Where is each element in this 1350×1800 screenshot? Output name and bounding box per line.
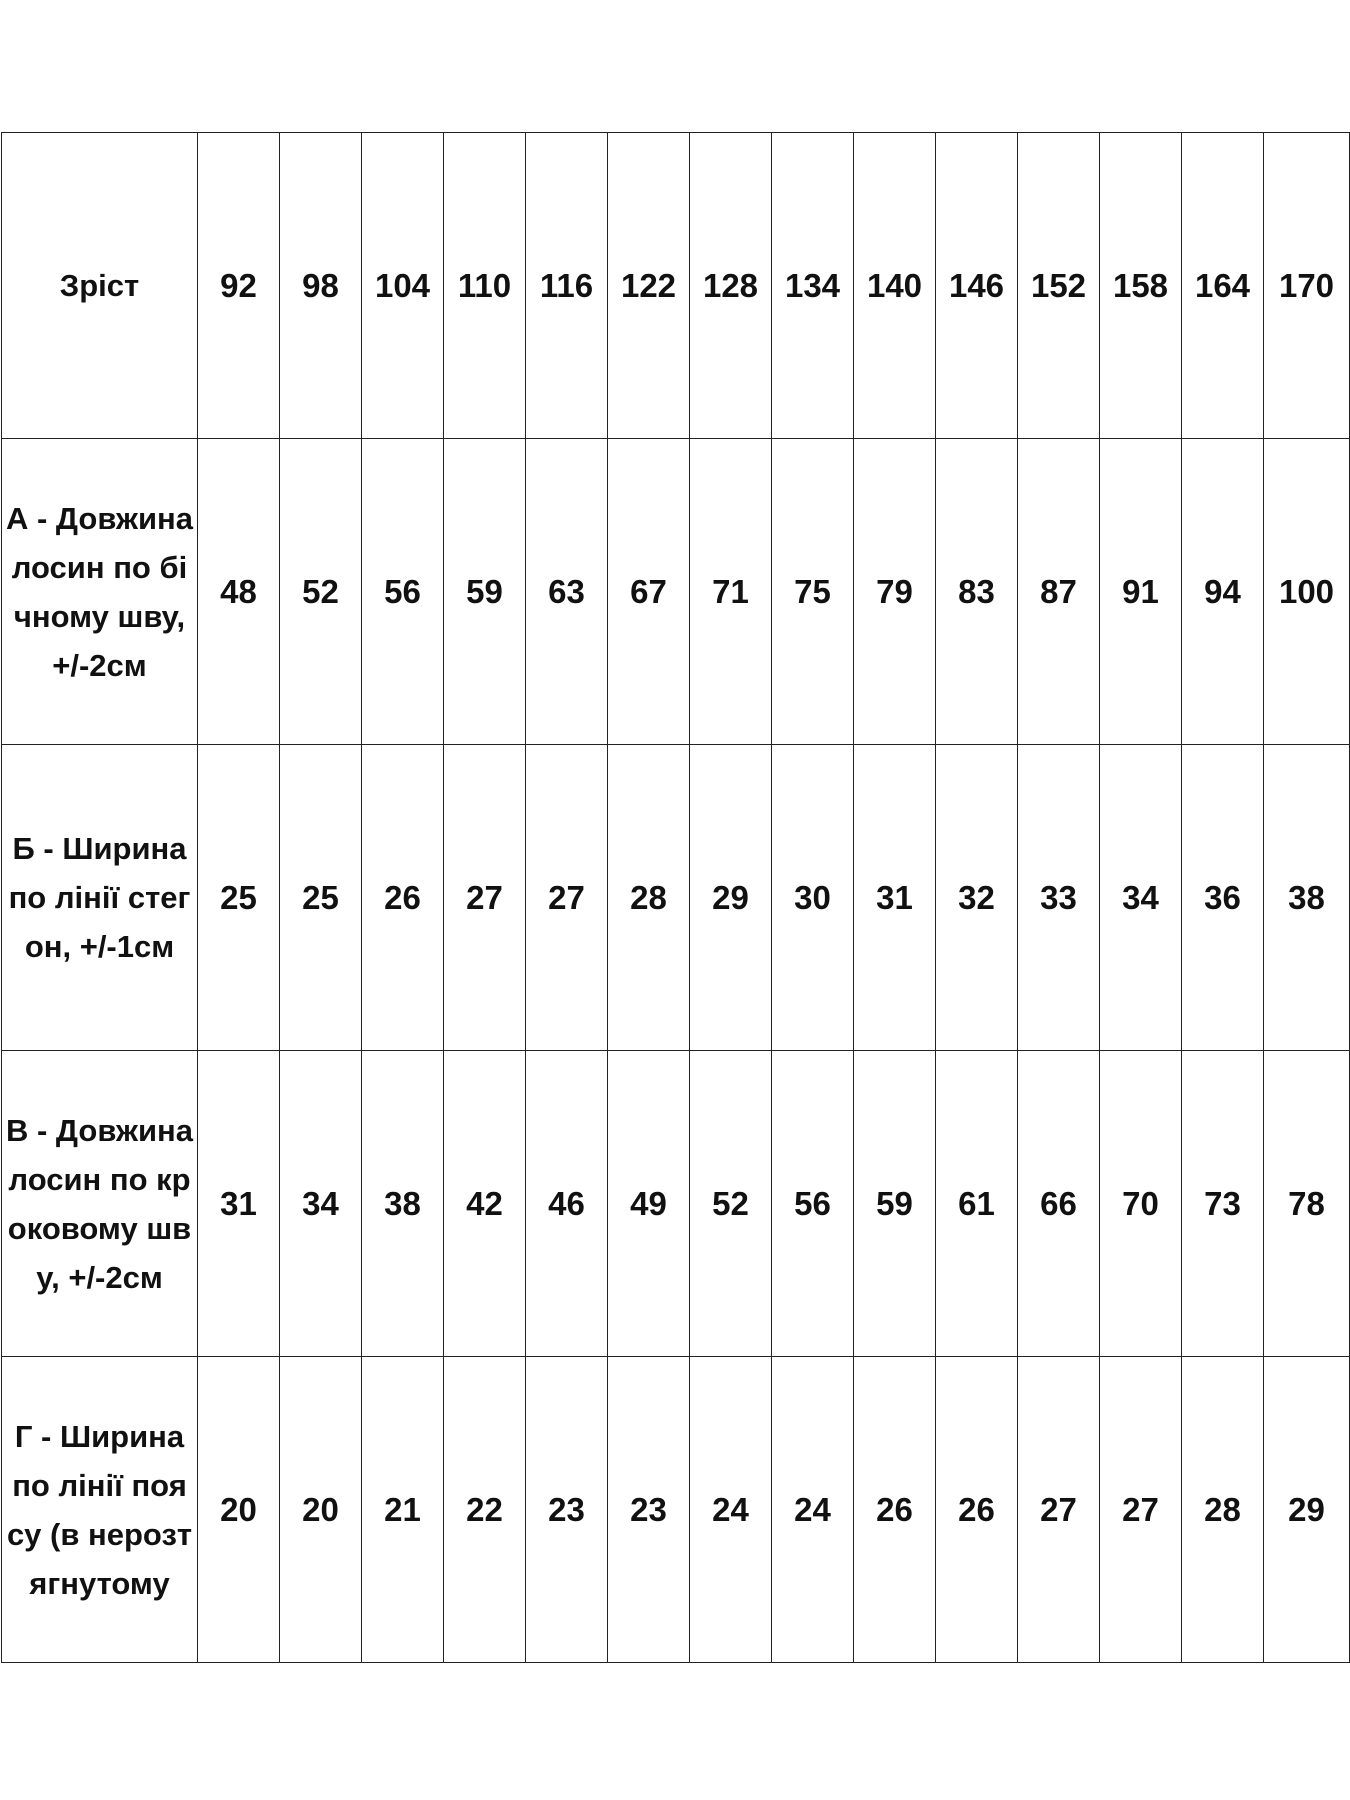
measurement-value-cell: 61 bbox=[936, 1051, 1018, 1357]
measurement-value-cell: 52 bbox=[280, 439, 362, 745]
height-value-cell: 146 bbox=[936, 133, 1018, 439]
size-chart-table bbox=[1, 132, 1350, 1663]
header-row bbox=[2, 133, 1350, 439]
measurement-value-cell: 52 bbox=[690, 1051, 772, 1357]
measurement-label: Б - Ширина по лінії стегон, +/-1см bbox=[2, 745, 198, 1051]
measurement-value-cell: 26 bbox=[854, 1357, 936, 1663]
measurement-value-cell: 33 bbox=[1018, 745, 1100, 1051]
measurement-value-cell: 24 bbox=[772, 1357, 854, 1663]
table-row bbox=[2, 1357, 1350, 1663]
measurement-value-cell: 20 bbox=[198, 1357, 280, 1663]
height-value-cell: 170 bbox=[1264, 133, 1350, 439]
table-body bbox=[2, 133, 1350, 1663]
measurement-value-cell: 20 bbox=[280, 1357, 362, 1663]
measurement-value-cell: 87 bbox=[1018, 439, 1100, 745]
height-value-cell: 128 bbox=[690, 133, 772, 439]
height-value-cell: 134 bbox=[772, 133, 854, 439]
measurement-value-cell: 56 bbox=[772, 1051, 854, 1357]
measurement-value-cell: 67 bbox=[608, 439, 690, 745]
height-value-cell: 122 bbox=[608, 133, 690, 439]
height-value-cell: 116 bbox=[526, 133, 608, 439]
measurement-value-cell: 30 bbox=[772, 745, 854, 1051]
measurement-value-cell: 27 bbox=[1100, 1357, 1182, 1663]
measurement-value-cell: 25 bbox=[198, 745, 280, 1051]
measurement-value-cell: 56 bbox=[362, 439, 444, 745]
measurement-value-cell: 23 bbox=[526, 1357, 608, 1663]
measurement-value-cell: 94 bbox=[1182, 439, 1264, 745]
measurement-value-cell: 48 bbox=[198, 439, 280, 745]
measurement-value-cell: 46 bbox=[526, 1051, 608, 1357]
measurement-value-cell: 75 bbox=[772, 439, 854, 745]
measurement-value-cell: 32 bbox=[936, 745, 1018, 1051]
measurement-value-cell: 31 bbox=[854, 745, 936, 1051]
measurement-value-cell: 29 bbox=[1264, 1357, 1350, 1663]
measurement-value-cell: 27 bbox=[526, 745, 608, 1051]
table-row bbox=[2, 439, 1350, 745]
measurement-value-cell: 27 bbox=[444, 745, 526, 1051]
table-row bbox=[2, 1051, 1350, 1357]
measurement-label: А - Довжина лосин по бічному шву, +/-2см bbox=[2, 439, 198, 745]
measurement-value-cell: 26 bbox=[362, 745, 444, 1051]
measurement-value-cell: 73 bbox=[1182, 1051, 1264, 1357]
measurement-value-cell: 28 bbox=[608, 745, 690, 1051]
measurement-value-cell: 22 bbox=[444, 1357, 526, 1663]
measurement-value-cell: 27 bbox=[1018, 1357, 1100, 1663]
measurement-value-cell: 71 bbox=[690, 439, 772, 745]
height-value-cell: 140 bbox=[854, 133, 936, 439]
measurement-value-cell: 83 bbox=[936, 439, 1018, 745]
measurement-value-cell: 38 bbox=[1264, 745, 1350, 1051]
measurement-value-cell: 38 bbox=[362, 1051, 444, 1357]
measurement-value-cell: 79 bbox=[854, 439, 936, 745]
measurement-value-cell: 42 bbox=[444, 1051, 526, 1357]
height-value-cell: 92 bbox=[198, 133, 280, 439]
measurement-value-cell: 29 bbox=[690, 745, 772, 1051]
measurement-value-cell: 23 bbox=[608, 1357, 690, 1663]
measurement-value-cell: 70 bbox=[1100, 1051, 1182, 1357]
height-value-cell: 164 bbox=[1182, 133, 1264, 439]
measurement-value-cell: 34 bbox=[1100, 745, 1182, 1051]
measurement-value-cell: 91 bbox=[1100, 439, 1182, 745]
height-value-cell: 104 bbox=[362, 133, 444, 439]
measurement-value-cell: 59 bbox=[854, 1051, 936, 1357]
measurement-value-cell: 66 bbox=[1018, 1051, 1100, 1357]
measurement-value-cell: 100 bbox=[1264, 439, 1350, 745]
measurement-label: Г - Ширина по лінії поясу (в нерозтягнутому bbox=[2, 1357, 198, 1663]
measurement-value-cell: 25 bbox=[280, 745, 362, 1051]
measurement-value-cell: 63 bbox=[526, 439, 608, 745]
measurement-value-cell: 21 bbox=[362, 1357, 444, 1663]
table-row bbox=[2, 745, 1350, 1051]
height-value-cell: 158 bbox=[1100, 133, 1182, 439]
height-value-cell: 98 bbox=[280, 133, 362, 439]
measurement-value-cell: 24 bbox=[690, 1357, 772, 1663]
measurement-value-cell: 78 bbox=[1264, 1051, 1350, 1357]
measurement-label: В - Довжина лосин по кроковому шву, +/-2см bbox=[2, 1051, 198, 1357]
measurement-value-cell: 28 bbox=[1182, 1357, 1264, 1663]
height-value-cell: 110 bbox=[444, 133, 526, 439]
measurement-value-cell: 34 bbox=[280, 1051, 362, 1357]
height-header-label: Зріст bbox=[2, 133, 198, 439]
measurement-value-cell: 26 bbox=[936, 1357, 1018, 1663]
measurement-value-cell: 36 bbox=[1182, 745, 1264, 1051]
measurement-value-cell: 31 bbox=[198, 1051, 280, 1357]
height-value-cell: 152 bbox=[1018, 133, 1100, 439]
measurement-value-cell: 49 bbox=[608, 1051, 690, 1357]
measurement-value-cell: 59 bbox=[444, 439, 526, 745]
